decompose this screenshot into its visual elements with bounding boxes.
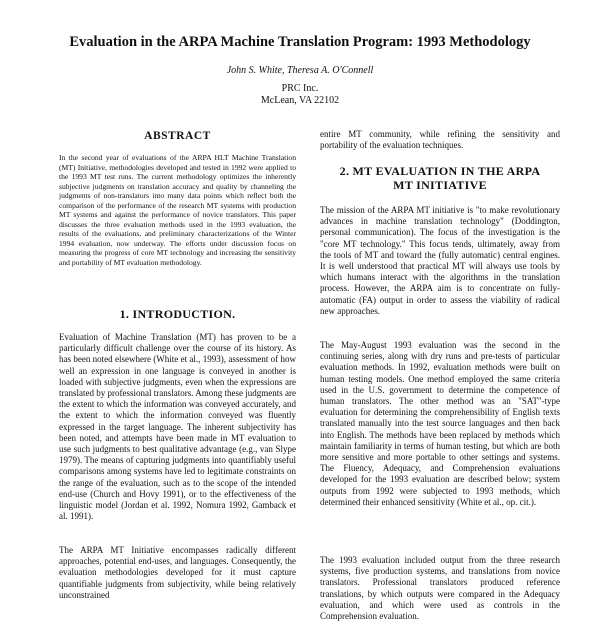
affiliation-city: McLean, VA 22102 xyxy=(260,95,340,106)
affiliation xyxy=(0,83,600,107)
introduction-paragraph-1: Evaluation of Machine Translation (MT) has proven to be a particularly difficult challenge over the course of its history. As has been noted elsewhere (White et al., 1993), assessment of how well an expression in one language is conveyed in another is loaded with subjective judgments, even when the expressions are translated by professional translators. Among these judgments are the extent to which the information was conveyed accurately, and the extent to which the information conveyed was fluently expressed in the target language. The inherent subjectivity has been noted, and attempts have been made in MT evaluation to use such judgments to best qualitative advantage (e.g., van Slype 1979). The means of capturing judgments into quantifiably useful comparisons among systems have led to legitimate constraints on the range of the evaluation, such as to the scope of the intended end-use (Church and Hovy 1991), or to the effectiveness of the linguistic model (Jordan et al. 1992, Nomura 1992, Gamback et al. 1991). xyxy=(59,332,296,522)
paper-authors: John S. White, Theresa A. O'Connell xyxy=(226,65,374,76)
abstract-text: In the second year of evaluations of the ARPA HLT Machine Translation (MT) Initiative, methodologies developed and tested in 1992 were applied to the 1993 MT test runs. The current methodology optimizes the inherently subjective judgments on translation accuracy and quality by channeling the judgments of non-translators into many data points which reflect both the comparison of the performance of the research MT systems with production MT systems and against the performance of novice translators. This paper discusses the three evaluation methods used in the 1993 evaluation, the results of the evaluations, and preliminary characterizations of the Winter 1994 evaluation, now underway. The efforts under discussion focus on measuring the progress of core MT technology and increasing the sensitivity and portability of MT evaluation methodology. xyxy=(59,153,296,267)
abstract-continuation: entire MT community, while refining the sensitivity and portability of the evaluation techniques. xyxy=(320,129,560,151)
section-2-paragraph-1: The mission of the ARPA MT initiative is "to make revolutionary advances in machine translation technology" (Doddington, personal communication). The focus of the investigation is the "core MT technology." This focus tends, ultimately, away from the tools of MT and toward the (fully automatic) central engines. It is well understood that practical MT will always use tools by which humans interact with the algorithms in the translation process. However, the ARPA aim is to concentrate on fully-automatic (FA) output in order to assess the viability of radical new approaches. xyxy=(320,205,560,316)
paper-title: Evaluation in the ARPA Machine Translation Program: 1993 Methodology xyxy=(69,34,531,50)
section-2-heading-line-1: 2. MT EVALUATION IN THE ARPA xyxy=(339,164,541,178)
affiliation-org: PRC Inc. xyxy=(281,83,319,94)
abstract-heading: ABSTRACT xyxy=(144,130,211,142)
introduction-paragraph-2: The ARPA MT Initiative encompasses radically different approaches, potential end-uses, and languages. Consequently, the evaluation methodologies developed for it must capture quantifiable judgments from subjectivity, while being relatively unconstrained xyxy=(59,545,296,600)
section-2-heading xyxy=(320,164,560,192)
section-2-paragraph-2: The May-August 1993 evaluation was the second in the continuing series, along with dry runs and pre-tests of particular evaluation methods. In 1992, evaluation methods were built on human testing models. One method employed the same criteria used in the U.S. government to determine the competence of human translators. The other method was an "SAT"-type evaluation for determining the comprehensibility of English texts translated manually into the test source languages and then back into English. The methods have been replaced by methods which maintain familiarity in terms of human testing, but which are both more sensitive and more portable to other settings and systems. The Fluency, Adequacy, and Comprehension evaluations developed for the 1993 evaluation are described below; system outputs from 1992 were subjected to 1993 methods, which determined their enhanced sensitivity (White et al., op. cit.). xyxy=(320,340,560,507)
section-2-heading-line-2: MT INITIATIVE xyxy=(393,178,487,192)
introduction-heading: 1. INTRODUCTION. xyxy=(119,307,236,321)
section-2-paragraph-3: The 1993 evaluation included output from the three research systems, five production systems, and translations from novice translators. Professional translators produced reference translations, by which outputs were compared in the Adequacy evaluation, and which were used as controls in the Comprehension evaluation. xyxy=(320,555,560,622)
